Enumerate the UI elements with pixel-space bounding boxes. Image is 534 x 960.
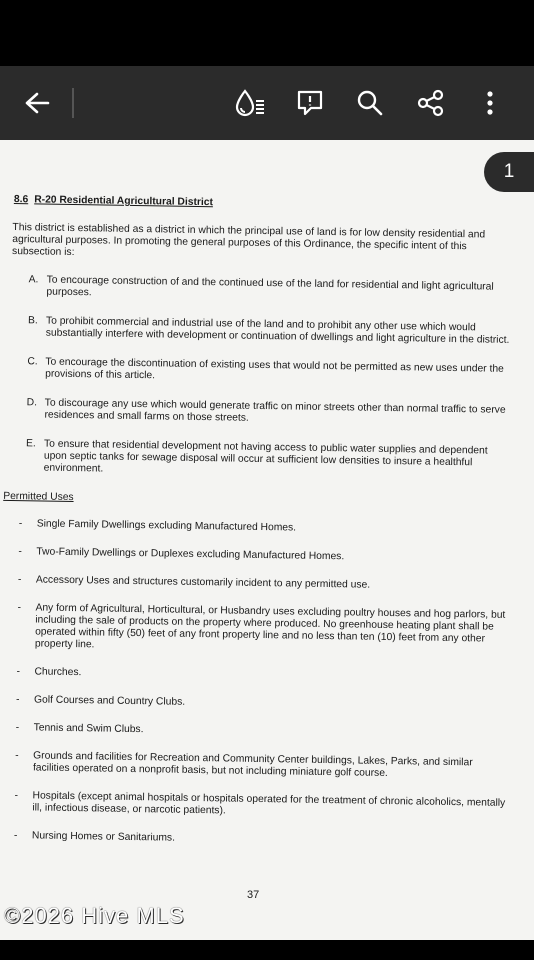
permitted-uses-heading: Permitted Uses: [3, 490, 74, 504]
purpose-letter: E.: [25, 438, 36, 450]
permitted-use-text: Golf Courses and Country Clubs.: [33, 694, 186, 708]
document-page[interactable]: [0, 140, 534, 940]
purpose-letter: A.: [28, 274, 39, 286]
watermark: ©2026 Hive MLS: [4, 903, 185, 928]
purpose-text: To encourage the discontinuation of existing uses that would not be permitted as new uses under the provisions of this article.: [45, 356, 504, 382]
ink-drop-icon[interactable]: [233, 86, 267, 120]
purpose-item: [28, 274, 513, 306]
permitted-use-item: [18, 574, 509, 594]
comment-icon[interactable]: [294, 86, 328, 120]
list-bullet: -: [18, 518, 23, 530]
purpose-text: To encourage construction of and the continued use of the land for residential and light agricultural purposes.: [46, 274, 494, 299]
permitted-use-item: [14, 790, 505, 822]
viewer-toolbar: [0, 66, 534, 140]
permitted-use-item: [16, 694, 507, 714]
purpose-item: [28, 315, 513, 347]
list-bullet: -: [14, 790, 19, 802]
permitted-use-item: [16, 722, 507, 742]
purpose-list: [6, 274, 514, 482]
permitted-use-text: Hospitals (except animal hospitals or hospitals operated for the treatment of chronic alcoholics, mentally ill, infectious disease, or narcotic patients).: [32, 790, 506, 817]
purpose-letter: D.: [26, 397, 38, 409]
section-title: R-20 Residential Agricultural District: [34, 194, 214, 209]
permitted-use-text: Accessory Uses and structures customarily incident to any permitted use.: [35, 574, 371, 591]
purpose-item: [26, 397, 511, 429]
purpose-letter: C.: [27, 356, 38, 368]
document-content: [0, 194, 515, 866]
toolbar-divider: [72, 88, 74, 118]
permitted-use-text: Any form of Agricultural, Horticultural, or Husbandry uses excluding poultry houses and hog parlors, but including the sale of products on the property where produced. No greenhouse heating plant shall be operated within fifty (50) feet of any front property line and no less than ten (10) feet from any other property line.: [34, 602, 506, 651]
more-vert-icon[interactable]: [473, 86, 507, 120]
purpose-text: To discourage any use which would generate traffic on minor streets other than normal traffic to serve residences and small farms on those streets.: [44, 397, 506, 424]
purpose-text: To ensure that residential development not having access to public water supplies and dependent upon septic tanks for sewage disposal will occur at sufficient low densities to insure a healthful environment.: [43, 438, 488, 475]
permitted-use-text: Churches.: [34, 666, 82, 679]
permitted-use-text: Grounds and facilities for Recreation and Community Center buildings, Lakes, Parks, and similar facilities operated on a nonprofit basis, but not including miniature golf course.: [32, 750, 473, 780]
permitted-use-text: Tennis and Swim Clubs.: [33, 722, 144, 736]
list-bullet: -: [16, 666, 21, 678]
permitted-use-item: [18, 546, 509, 566]
list-bullet: -: [17, 574, 22, 586]
page-number: 37: [247, 889, 260, 901]
list-bullet: -: [18, 546, 22, 558]
permitted-use-item: [16, 666, 507, 686]
search-icon[interactable]: [353, 86, 387, 120]
permitted-uses-list: [0, 518, 510, 850]
section-number: 8.6: [13, 194, 29, 206]
list-bullet: -: [15, 694, 20, 706]
back-arrow-icon[interactable]: [20, 86, 54, 120]
permitted-use-text: Single Family Dwellings excluding Manufactured Homes.: [36, 518, 297, 534]
list-bullet: -: [13, 830, 18, 842]
share-icon[interactable]: [414, 86, 448, 120]
purpose-item: [27, 356, 512, 388]
permitted-use-item: [15, 750, 506, 782]
section-heading: [14, 194, 515, 214]
permitted-use-text: Two-Family Dwellings or Duplexes excluding Manufactured Homes.: [36, 546, 345, 563]
page-indicator-badge: 1: [484, 152, 534, 192]
purpose-text: To prohibit commercial and industrial use of the land and to prohibit any other use which would substantially interfere with development or continuation of dwellings and light agriculture in the district.: [45, 315, 510, 346]
list-bullet: -: [17, 602, 22, 614]
permitted-use-item: [19, 518, 510, 538]
permitted-use-item: [14, 830, 505, 850]
intro-paragraph: This district is established as a district in which the principal use of land is for low density residential and agricultural purposes. In promoting the general purposes of this Ordinance, the specific intent of this subsection is:: [12, 222, 486, 259]
permitted-use-text: Nursing Homes or Sanitariums.: [31, 830, 176, 844]
list-bullet: -: [15, 722, 20, 734]
list-bullet: -: [15, 750, 19, 762]
purpose-item: [26, 438, 512, 482]
permitted-use-item: [17, 602, 509, 658]
bottom-bar: [0, 940, 534, 960]
purpose-letter: B.: [27, 315, 38, 327]
